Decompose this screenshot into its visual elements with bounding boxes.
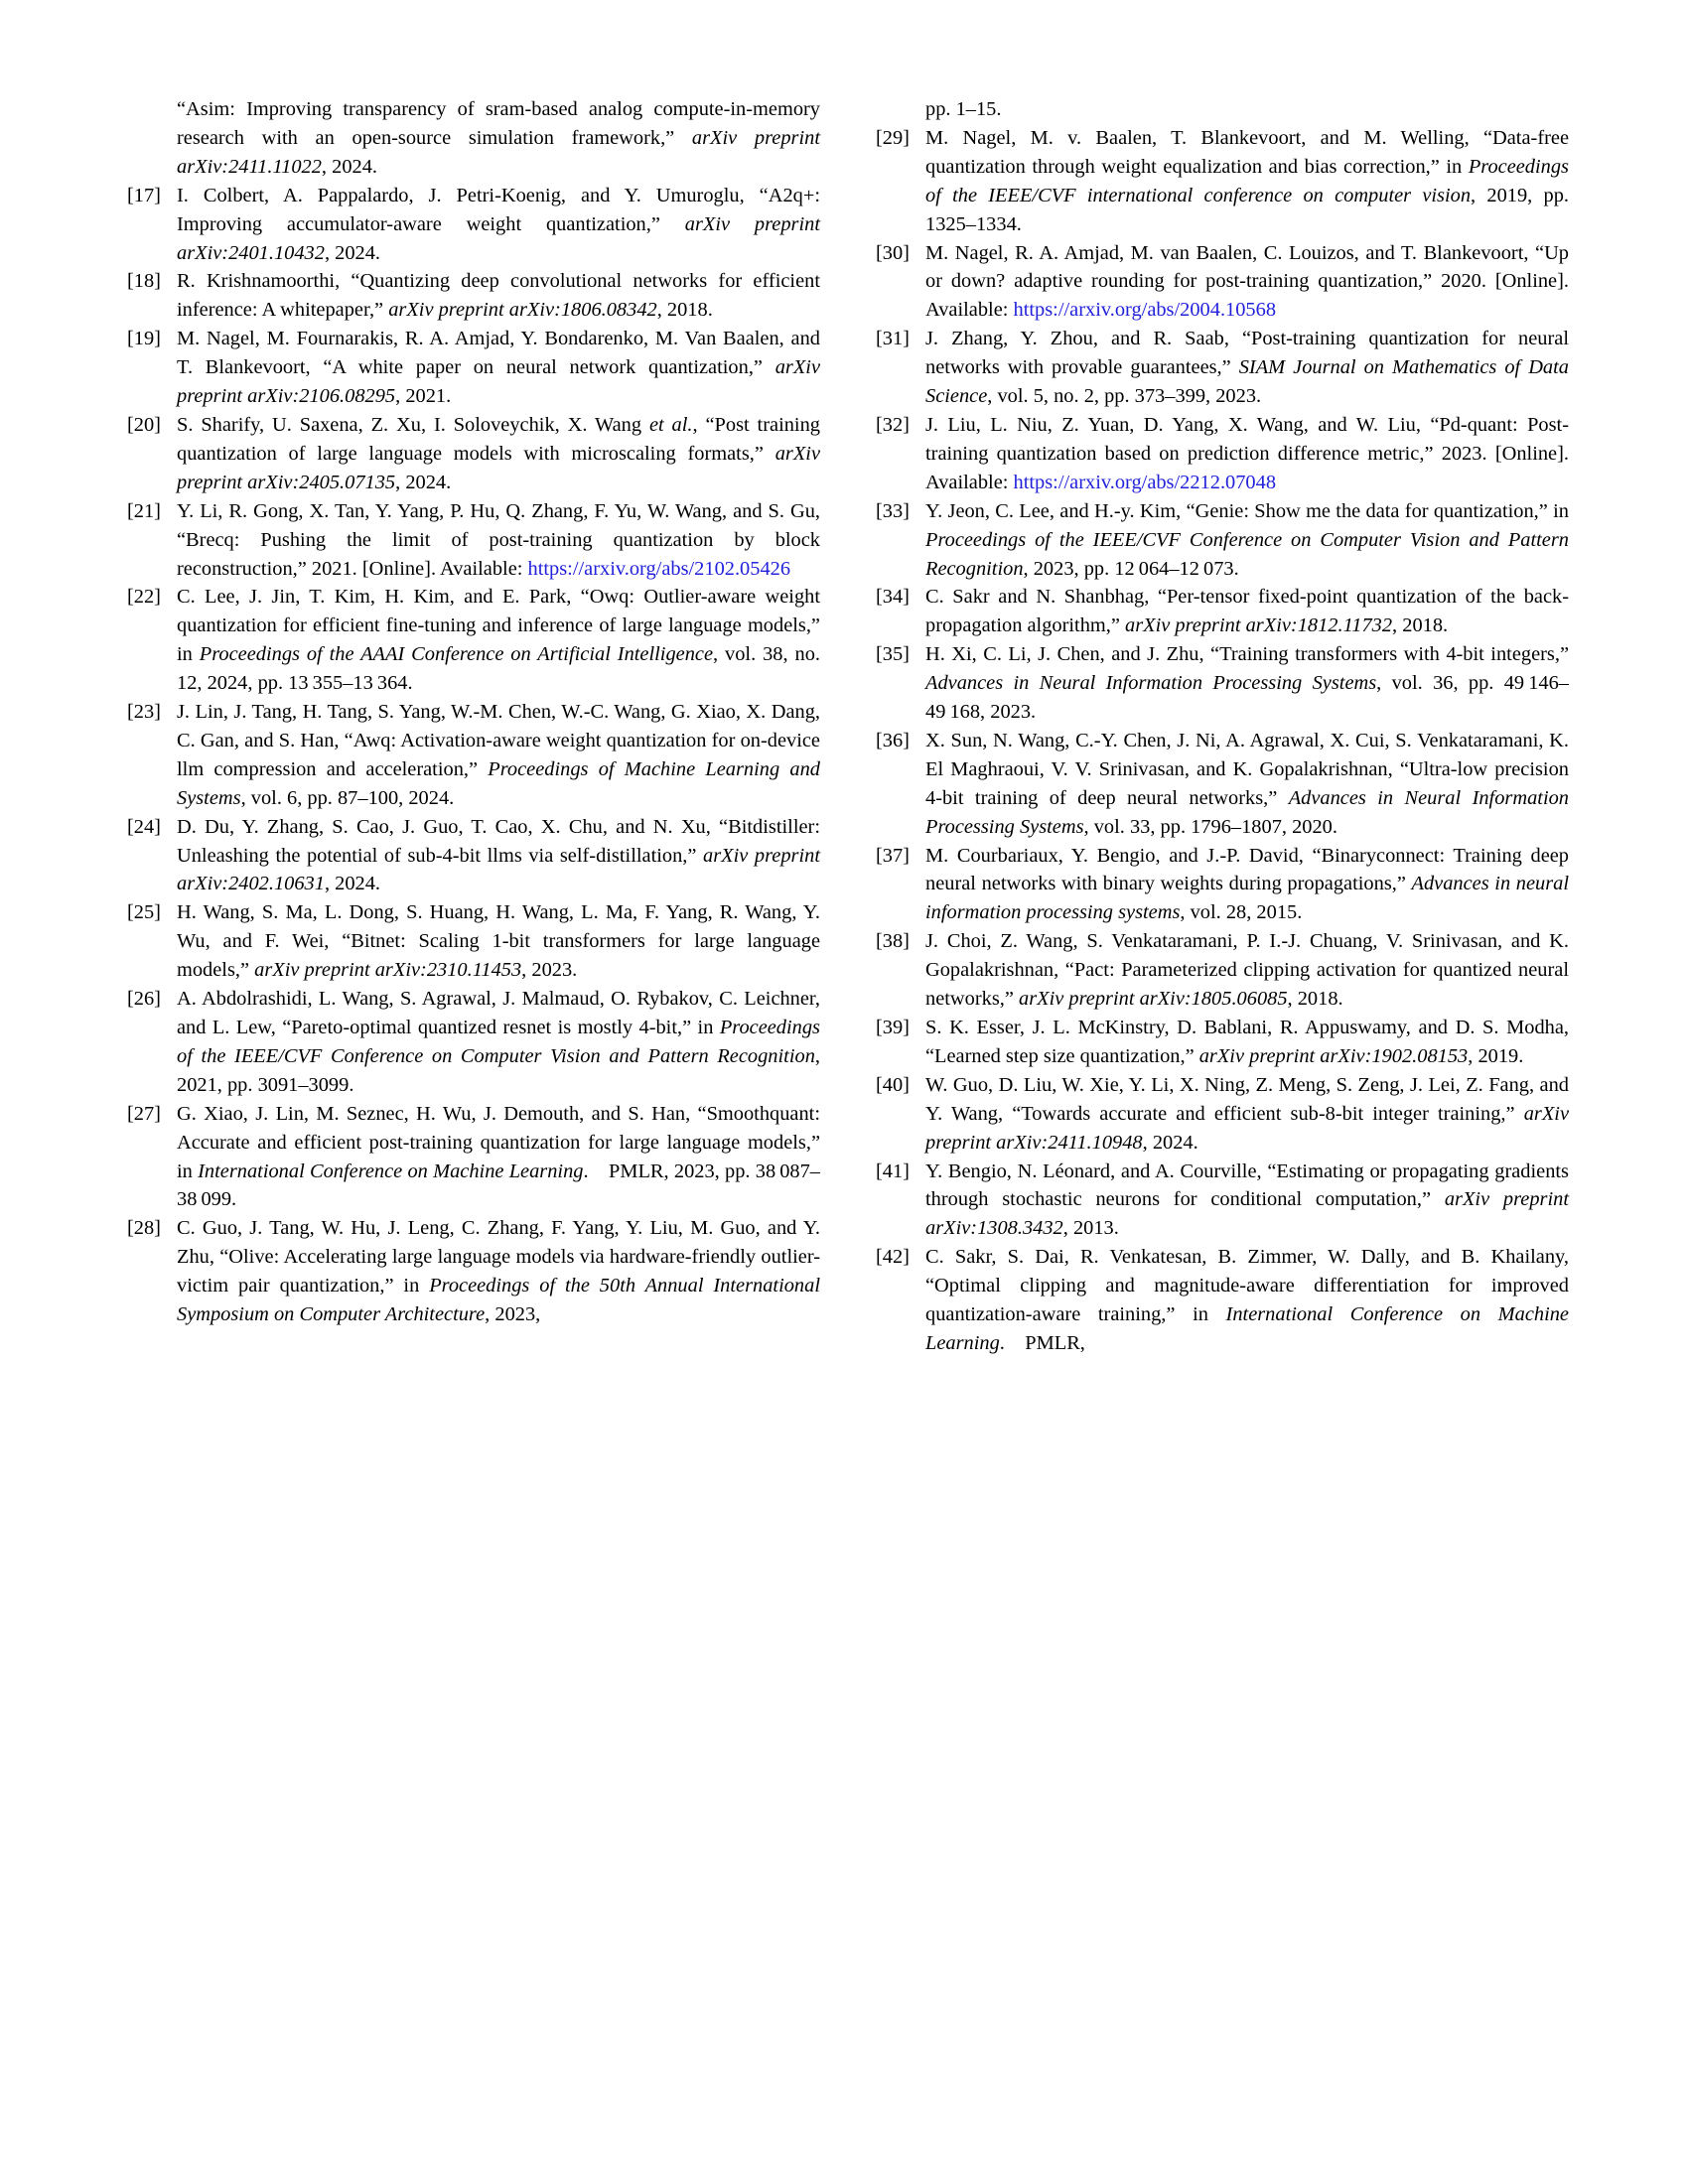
reference-url-link[interactable]: https://arxiv.org/abs/2004.10568 <box>1013 299 1277 322</box>
reference-number: [18] <box>127 270 161 293</box>
italic-title: Proceedings of the AAAI Conference on Artificial Intelligence <box>199 643 714 666</box>
reference-text: H. Xi, C. Li, J. Chen, and J. Zhu, “Training transformers with 4-bit integers,” Advances in Neural Information Processing Systems, vol. 36, pp. 49 146–49 168, 2023. <box>925 643 1569 724</box>
reference-entry <box>876 727 1569 842</box>
italic-title: arXiv preprint arXiv:1308.3432 <box>925 1188 1569 1240</box>
reference-text: G. Xiao, J. Lin, M. Seznec, H. Wu, J. Demouth, and S. Han, “Smoothquant: Accurate and efficient post-training quantization for large language models,” in International Conference on Machine Learning. PMLR, 2023, pp. 38 087–38 099. <box>177 1102 821 1211</box>
reference-number: [17] <box>127 184 161 206</box>
italic-title: et al. <box>648 413 693 436</box>
reference-text: J. Lin, J. Tang, H. Tang, S. Yang, W.-M. Chen, W.-C. Wang, G. Xiao, X. Dang, C. Gan, and S. Han, “Awq: Activation-aware weight quantization for on-device llm compression and acceleration,” Proceedings of Machine Learning and Systems, vol. 6, pp. 87–100, 2024. <box>177 701 820 809</box>
reference-entry <box>876 1014 1569 1071</box>
italic-title: Advances in Neural Information Processing Systems <box>925 672 1377 695</box>
reference-text: Y. Jeon, C. Lee, and H.-y. Kim, “Genie: Show me the data for quantization,” in Proceedings of the IEEE/CVF Conference on Computer Vision and Pattern Recognition, 2023, pp. 12 064–12 073. <box>925 499 1569 580</box>
italic-title: arXiv preprint arXiv:2411.10948 <box>925 1102 1569 1154</box>
reference-entry <box>876 411 1569 497</box>
reference-text: J. Liu, L. Niu, Z. Yuan, D. Yang, X. Wang, and W. Liu, “Pd-quant: Post-training quantization based on prediction difference metric,” 2023. [Online]. Available: https://arxiv.org/abs/2212.07048 <box>925 413 1569 493</box>
reference-number: [25] <box>127 901 161 924</box>
reference-entry <box>876 927 1569 1014</box>
reference-text: M. Nagel, R. A. Amjad, M. van Baalen, C. Louizos, and T. Blankevoort, “Up or down? adaptive rounding for post-training quantization,” 2020. [Online]. Available: https://arxiv.org/abs/2004.10568 <box>925 241 1569 322</box>
reference-number: [23] <box>127 701 161 724</box>
reference-text: R. Krishnamoorthi, “Quantizing deep convolutional networks for efficient inference: A whitepaper,” arXiv preprint arXiv:1806.08342, 2018. <box>177 270 820 322</box>
reference-number: [42] <box>876 1246 910 1269</box>
reference-entry <box>127 583 820 698</box>
reference-number: [24] <box>127 815 161 838</box>
reference-text: J. Choi, Z. Wang, S. Venkataramani, P. I.-J. Chuang, V. Srinivasan, and K. Gopalakrishnan, “Pact: Parameterized clipping activation for quantized neural networks,” arXiv preprint arXiv:1805.06085, 2018. <box>925 930 1569 1011</box>
reference-text: C. Guo, J. Tang, W. Hu, J. Leng, C. Zhang, F. Yang, Y. Liu, M. Guo, and Y. Zhu, “Olive: Accelerating large language models via hardware-friendly outlier-victim pair quantization,” in Proceedings of the 50th Annual International Symposium on Computer Architecture, 2023, <box>177 1217 820 1326</box>
reference-text: J. Zhang, Y. Zhou, and R. Saab, “Post-training quantization for neural networks with provable guarantees,” SIAM Journal on Mathematics of Data Science, vol. 5, no. 2, pp. 373–399, 2023. <box>925 328 1569 408</box>
reference-entry <box>876 95 1569 124</box>
reference-entry <box>127 267 820 325</box>
reference-number: [38] <box>876 930 910 953</box>
italic-title: arXiv preprint arXiv:2402.10631 <box>177 844 820 895</box>
reference-number: [36] <box>876 729 910 751</box>
reference-entry <box>127 325 820 411</box>
reference-entry <box>127 95 820 182</box>
reference-entry <box>127 1100 820 1215</box>
italic-title: Advances in Neural Information Processing Systems <box>925 786 1569 838</box>
reference-entry <box>876 239 1569 326</box>
reference-number: [20] <box>127 413 161 436</box>
left-column <box>127 95 820 1329</box>
reference-text: Y. Li, R. Gong, X. Tan, Y. Yang, P. Hu, Q. Zhang, F. Yu, W. Wang, and S. Gu, “Brecq: Pushing the limit of post-training quantization by block reconstruction,” 2021. [Online]. Available: https://arxiv.org/abs/2102.05426 <box>177 499 820 580</box>
reference-text: S. Sharify, U. Saxena, Z. Xu, I. Soloveychik, X. Wang et al., “Post training quantization of large language models with microscaling formats,” arXiv preprint arXiv:2405.07135, 2024. <box>177 413 820 493</box>
reference-entry <box>127 1214 820 1329</box>
reference-number: [28] <box>127 1217 161 1240</box>
italic-title: Proceedings of the IEEE/CVF Conference on Computer Vision and Pattern Recognition <box>177 1017 820 1067</box>
reference-url-link[interactable]: https://arxiv.org/abs/2212.07048 <box>1013 471 1277 493</box>
reference-entry <box>127 182 820 268</box>
reference-text: C. Sakr and N. Shanbhag, “Per-tensor fixed-point quantization of the back-propagation algorithm,” arXiv preprint arXiv:1812.11732, 2018. <box>925 586 1569 637</box>
reference-text: H. Wang, S. Ma, L. Dong, S. Huang, H. Wang, L. Ma, F. Yang, R. Wang, Y. Wu, and F. Wei, “Bitnet: Scaling 1-bit transformers for large language models,” arXiv preprint arXiv:2310.11453, 2023. <box>177 901 820 982</box>
reference-number: [21] <box>127 499 161 522</box>
reference-number: [30] <box>876 241 910 264</box>
italic-title: arXiv preprint arXiv:1805.06085 <box>1019 988 1288 1011</box>
italic-title: Proceedings of the IEEE/CVF Conference on Computer Vision and Pattern Recognition <box>925 528 1569 580</box>
italic-title: arXiv preprint arXiv:1806.08342 <box>388 299 657 322</box>
reference-entry <box>876 842 1569 928</box>
reference-text: C. Sakr, S. Dai, R. Venkatesan, B. Zimmer, W. Dally, and B. Khailany, “Optimal clipping and magnitude-aware differentiation for improved quantization-aware training,” in International Conference on Machine Learning. PMLR, <box>925 1246 1569 1354</box>
reference-entry <box>876 1158 1569 1244</box>
italic-title: arXiv preprint arXiv:1812.11732 <box>1125 614 1393 637</box>
reference-number: [35] <box>876 643 910 666</box>
reference-entry <box>876 640 1569 727</box>
reference-number: [33] <box>876 499 910 522</box>
italic-title: arXiv preprint arXiv:2106.08295 <box>177 356 820 408</box>
reference-entry <box>876 1243 1569 1358</box>
reference-number: [27] <box>127 1102 161 1125</box>
reference-entry <box>876 1071 1569 1158</box>
reference-entry <box>127 698 820 813</box>
italic-title: Proceedings of Machine Learning and Systems <box>177 757 820 809</box>
italic-title: arXiv preprint arXiv:2310.11453 <box>254 959 522 982</box>
reference-url-link[interactable]: https://arxiv.org/abs/2102.05426 <box>527 557 791 580</box>
reference-entry <box>127 411 820 497</box>
reference-entry <box>876 583 1569 640</box>
right-column <box>876 95 1569 1358</box>
reference-number: [29] <box>876 126 910 149</box>
reference-number: [41] <box>876 1160 910 1182</box>
reference-text: M. Nagel, M. Fournarakis, R. A. Amjad, Y. Bondarenko, M. Van Baalen, and T. Blankevoort, “A white paper on neural network quantization,” arXiv preprint arXiv:2106.08295, 2021. <box>177 328 820 408</box>
italic-title: International Conference on Machine Learning <box>198 1160 584 1182</box>
reference-text: I. Colbert, A. Pappalardo, J. Petri-Koenig, and Y. Umuroglu, “A2q+: Improving accumulator-aware weight quantization,” arXiv preprint arXiv:2401.10432, 2024. <box>177 184 820 264</box>
reference-text: S. K. Esser, J. L. McKinstry, D. Bablani, R. Appuswamy, and D. S. Modha, “Learned step size quantization,” arXiv preprint arXiv:1902.08153, 2019. <box>925 1017 1569 1067</box>
reference-entry <box>876 124 1569 239</box>
italic-title: arXiv preprint arXiv:1902.08153 <box>1198 1044 1469 1067</box>
reference-number: [34] <box>876 586 910 609</box>
reference-number: [32] <box>876 413 910 436</box>
reference-text: M. Nagel, M. v. Baalen, T. Blankevoort, and M. Welling, “Data-free quantization through weight equalization and bias correction,” in Proceedings of the IEEE/CVF international conference on computer vision, 2019, pp. 1325–1334. <box>925 126 1569 235</box>
reference-text: A. Abdolrashidi, L. Wang, S. Agrawal, J. Malmaud, O. Rybakov, C. Leichner, and L. Lew, “Pareto-optimal quantized resnet is mostly 4-bit,” in Proceedings of the IEEE/CVF Conference on Computer Vision and Pattern Recognition, 2021, pp. 3091–3099. <box>177 988 820 1096</box>
italic-title: SIAM Journal on Mathematics of Data Science <box>925 356 1569 408</box>
italic-title: Proceedings of the 50th Annual International Symposium on Computer Architecture <box>177 1275 820 1326</box>
reference-entry <box>127 898 820 985</box>
italic-title: arXiv preprint arXiv:2411.11022 <box>177 126 820 178</box>
reference-entry <box>127 813 820 899</box>
reference-entry <box>876 497 1569 584</box>
italic-title: arXiv preprint arXiv:2405.07135 <box>177 442 820 493</box>
two-column-layout <box>127 95 1569 1358</box>
reference-number: [40] <box>876 1073 910 1096</box>
reference-text: X. Sun, N. Wang, C.-Y. Chen, J. Ni, A. Agrawal, X. Cui, S. Venkataramani, K. El Maghraoui, V. V. Srinivasan, and K. Gopalakrishnan, “Ultra-low precision 4-bit training of deep neural networks,” Advances in Neural Information Processing Systems, vol. 33, pp. 1796–1807, 2020. <box>925 729 1569 838</box>
reference-entry <box>127 985 820 1100</box>
reference-number: [22] <box>127 586 161 609</box>
reference-text: “Asim: Improving transparency of sram-based analog compute-in-memory research with an open-source simulation framework,” arXiv preprint arXiv:2411.11022, 2024. <box>177 98 820 178</box>
reference-text: M. Courbariaux, Y. Bengio, and J.-P. David, “Binaryconnect: Training deep neural networks with binary weights during propagations,” Advances in neural information processing systems, vol. 28, 2015. <box>925 844 1569 924</box>
reference-entry <box>127 497 820 584</box>
reference-number: [31] <box>876 328 910 350</box>
italic-title: Advances in neural information processing systems <box>925 873 1569 924</box>
italic-title: International Conference on Machine Learning <box>925 1303 1569 1354</box>
reference-number: [37] <box>876 844 910 867</box>
reference-text: C. Lee, J. Jin, T. Kim, H. Kim, and E. Park, “Owq: Outlier-aware weight quantization for efficient fine-tuning and inference of large language models,” in Proceedings of the AAAI Conference on Artificial Intelligence, vol. 38, no. 12, 2024, pp. 13 355–13 364. <box>177 586 820 695</box>
italic-title: arXiv preprint arXiv:2401.10432 <box>177 212 820 264</box>
reference-entry <box>876 325 1569 411</box>
reference-text: pp. 1–15. <box>925 98 1002 120</box>
reference-text: Y. Bengio, N. Léonard, and A. Courville, “Estimating or propagating gradients through stochastic neurons for conditional computation,” arXiv preprint arXiv:1308.3432, 2013. <box>925 1160 1569 1240</box>
reference-text: D. Du, Y. Zhang, S. Cao, J. Guo, T. Cao, X. Chu, and N. Xu, “Bitdistiller: Unleashing the potential of sub-4-bit llms via self-distillation,” arXiv preprint arXiv:2402.10631, 2024. <box>177 815 820 895</box>
reference-text: W. Guo, D. Liu, W. Xie, Y. Li, X. Ning, Z. Meng, S. Zeng, J. Lei, Z. Fang, and Y. Wang, “Towards accurate and efficient sub-8-bit integer training,” arXiv preprint arXiv:2411.10948, 2024. <box>925 1073 1569 1154</box>
reference-number: [26] <box>127 988 161 1011</box>
italic-title: Proceedings of the IEEE/CVF international conference on computer vision <box>925 155 1569 206</box>
reference-number: [19] <box>127 328 161 350</box>
reference-number: [39] <box>876 1017 910 1038</box>
